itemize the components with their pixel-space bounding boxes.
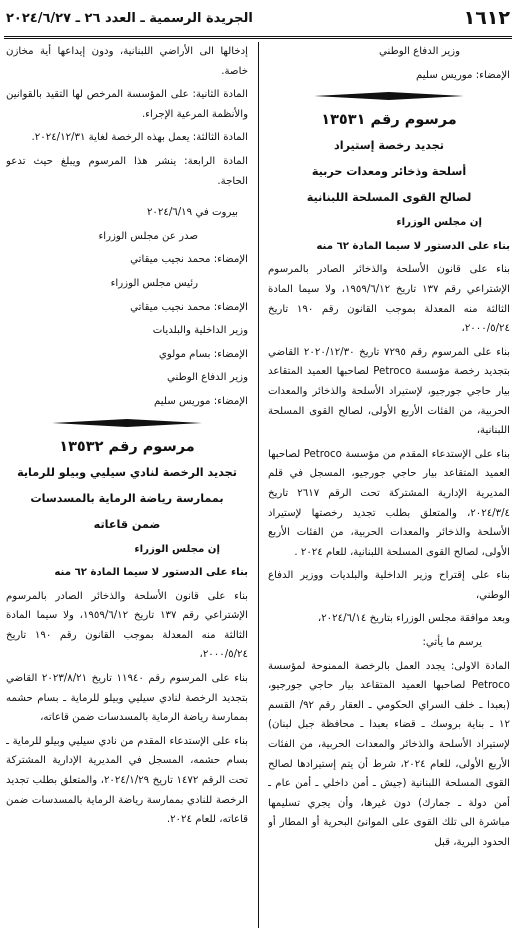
article: المادة الثالثة: يعمل بهذه الرخصة لغاية ٢٠٢٤/١٢/٣١.: [31, 132, 248, 144]
signature: الإمضاء: موريس سليم: [154, 395, 248, 407]
decree-title-line: لصالح القوى المسلحة اللبنانية: [306, 191, 472, 205]
pm-title: رئيس مجلس الوزراء: [110, 277, 198, 289]
paragraph: بناء على الإستدعاء المقدم من مؤسسة Petroco لصاحبها العميد المتقاعد بيار حاجي جورجيو، المسجل في قلم المديرية الإدارية المشتركة تحت الرقم ٢٦١٧ تاريخ ٢٠٢٤/٣/٤، والمتعلق بطلب تجديد رخصتها لإستيراد الأسلحة والذخائر والمعدات الحربية، من الفئات الأربع الأولى، لصالح القوى المسلحة اللبنانية، للعام ٢٠٢٤ .: [268, 448, 510, 558]
paragraph: بناء على قانون الأسلحة والذخائر الصادر بالمرسوم الإشتراعي رقم ١٣٧ تاريخ ١٩٥٩/٦/١٢، ولا سيما المادة الثالثة منه المعدلة بموجب القانون رقم ١٩٠ تاريخ ٢٠٠٠/٥/٢٤،: [6, 590, 248, 661]
defense-minister-title: وزير الدفاع الوطني: [167, 372, 248, 384]
constitution-clause: بناء على الدستور لا سيما المادة ٦٢ منه: [316, 240, 510, 252]
paragraph: بناء على الإستدعاء المقدم من نادي سيليي وبيلو للرماية ـ بسام حشمه، المسجل في المديرية الإدارية المشتركة تحت الرقم ١٤٧٢ تاريخ ٢٠٢٤/١/٢٩، والمتعلق بطلب تجديد الرخصة للنادي بممارسة رياضة الرماية بالمسدسات ضمن قاعاته، للعام ٢٠٢٤.: [6, 735, 248, 826]
decrees-line: يرسم ما يأتي:: [422, 637, 482, 649]
article: المادة الرابعة: ينشر هذا المرسوم ويبلغ حيث تدعو الحاجة.: [6, 155, 248, 187]
place-date: بيروت في ٢٠٢٤/٦/١٩: [146, 207, 238, 219]
left-column: [6, 42, 248, 930]
gazette-title: الجريدة الرسمية ـ العدد ٢٦ ـ ٢٠٢٤/٦/٢٧: [6, 10, 253, 26]
paragraph: بناء على إقتراح وزير الداخلية والبلديات ووزير الدفاع الوطني،: [268, 570, 510, 601]
decree-number: مرسوم رقم ١٣٥٣١: [321, 112, 457, 129]
decree-title-line: ضمن قاعاته: [93, 517, 161, 531]
decree-number: مرسوم رقم ١٣٥٣٢: [59, 438, 195, 455]
constitution-clause: بناء على الدستور لا سيما المادة ٦٢ منه: [54, 567, 248, 579]
interior-minister-title: وزير الداخلية والبلديات: [152, 325, 248, 337]
divider-ornament: [52, 418, 202, 428]
decree-title-line: تجديد رخصة إستيراد: [334, 139, 444, 153]
paragraph: إدخالها الى الأراضي اللبنانية، ودون إيداعها أية مخازن خاصة.: [6, 46, 248, 77]
paragraph: بناء على قانون الأسلحة والذخائر الصادر بالمرسوم الإشتراعي رقم ١٣٧ تاريخ ١٩٥٩/٦/١٢، ولا سيما المادة الثالثة منه المعدلة بموجب القانون رقم ١٩٠ تاريخ ٢٠٠٠/٥/٢٤،: [268, 264, 510, 335]
minister-title: وزير الدفاع الوطني: [379, 46, 460, 57]
header-rule: [4, 36, 512, 39]
signature: الإمضاء: محمد نجيب ميقاتي: [130, 301, 248, 313]
signature: الإمضاء: محمد نجيب ميقاتي: [130, 254, 248, 266]
decree-title-line: بممارسة رياضة الرماية بالمسدسات: [30, 491, 224, 505]
page-header: [0, 0, 516, 36]
divider-ornament: [314, 91, 464, 101]
paragraph: وبعد موافقة مجلس الوزراء بتاريخ ٢٠٢٤/٦/١٤،: [317, 613, 510, 625]
column-separator: [258, 42, 259, 928]
page-number: ١٦١٢: [463, 7, 510, 29]
paragraph: بناء على المرسوم رقم ٧٢٩٥ تاريخ ٢٠٢٠/١٢/٣٠ القاضي بتجديد رخصة مؤسسة Petroco لصاحبها العميد المتقاعد بيار حاجي جورجيو، لإستيراد الأسلحة والذخائر والمعدات الحربية، من الفئات الأربع الأولى، لصالح القوى المسلحة اللبنانية،: [268, 346, 510, 437]
article: المادة الثانية: على المؤسسة المرخص لها التقيد بالقوانين والأنظمة المرعية الإجراء.: [6, 89, 248, 120]
paragraph: بناء على المرسوم رقم ١١٩٤٠ تاريخ ٢٠٢٣/٨/٢١ القاضي بتجديد الرخصة لنادي سيليي وبيلو للرماية ـ بسام حشمه بممارسة رياضة الرماية بالمسدسات ضمن قاعاته،: [6, 673, 248, 724]
decree-title-line: أسلحة وذخائر ومعدات حربية: [311, 165, 467, 179]
article: المادة الاولى: يجدد العمل بالرخصة الممنوحة لمؤسسة Petroco لصاحبها العميد المتقاعد بيار حاجي جورجيو، (بعبدا ـ خلف السراي الحكومي ـ العقار رقم ٩٢/ القسم ١٢ ـ بناية بروسك ـ قضاء بعبدا ـ محافظة جبل لبنان) لإستيراد الأسلحة والذخائر والمعدات الحربية، من الفئات الأربع الأولى، للعام ٢٠٢٤، شرط أن يتم إستيرادها لصالح القوى المسلحة اللبنانية (جيش ـ أمن داخلي ـ أمن عام ـ أمن دولة ـ جمارك) دون غيرها، وأن يجري تسليمها مباشرة الى تلك القوى على الموانئ البحرية أو المطار أو الحدود البرية، قبل: [268, 660, 510, 848]
decree-title-line: تجديد الرخصة لنادي سيليي وبيلو للرماية: [17, 465, 237, 479]
right-column: [268, 42, 510, 930]
signature: الإمضاء: موريس سليم: [416, 69, 510, 81]
issued-by: صدر عن مجلس الوزراء: [98, 230, 198, 242]
council-heading: إن مجلس الوزراء: [396, 217, 482, 229]
signature: الإمضاء: بسام مولوي: [158, 348, 248, 360]
council-heading: إن مجلس الوزراء: [134, 543, 220, 555]
